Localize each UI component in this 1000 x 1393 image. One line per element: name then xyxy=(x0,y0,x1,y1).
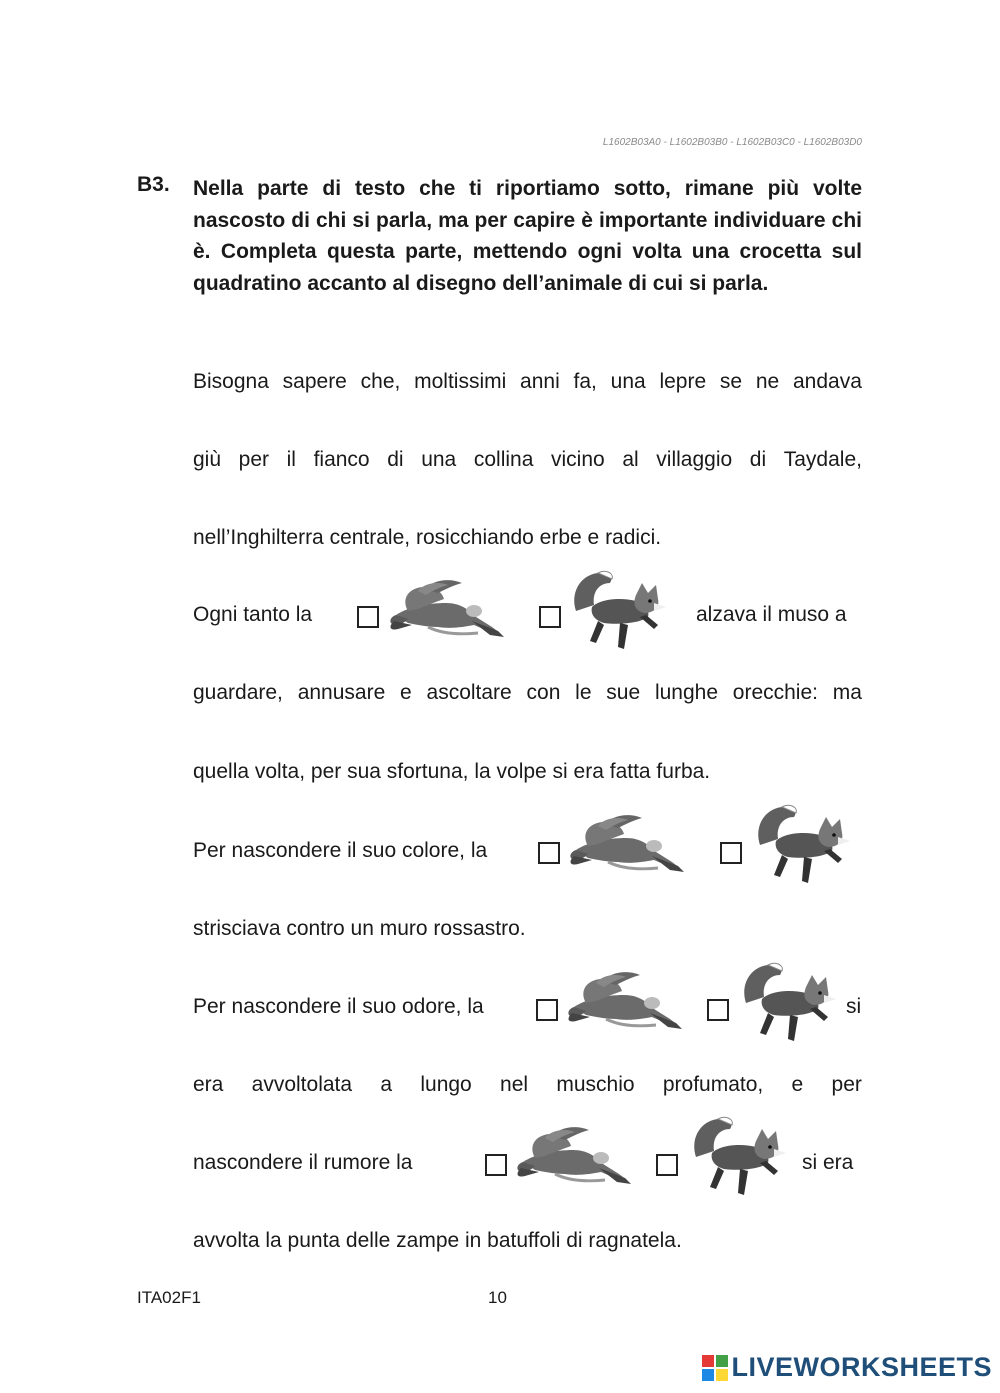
hare-icon xyxy=(388,575,504,641)
passage-line-6: quella volta, per sua sfortuna, la volpe si era fatta furba. xyxy=(193,760,711,783)
checkbox-fox-2[interactable] xyxy=(720,842,742,864)
passage-word: muschio xyxy=(556,1073,635,1096)
passage-word: ma xyxy=(832,681,862,704)
passage-word: vicino xyxy=(551,448,605,471)
passage-word: al xyxy=(622,448,639,471)
passage-word: collina xyxy=(473,448,534,471)
passage-word: nel xyxy=(500,1073,529,1096)
passage-word: fianco xyxy=(313,448,370,471)
passage-word: e xyxy=(400,681,412,704)
passage-word: giù xyxy=(193,448,222,471)
hare-icon xyxy=(566,967,682,1033)
header-code: L1602B03A0 - L1602B03B0 - L1602B03C0 - L1602B03D0 xyxy=(602,137,862,148)
checkbox-fox-4[interactable] xyxy=(656,1154,678,1176)
passage-word: moltissimi xyxy=(414,370,507,393)
passage-word: era xyxy=(193,1073,224,1096)
fox-icon xyxy=(740,958,838,1046)
checkbox-fox-3[interactable] xyxy=(707,999,729,1021)
passage-word: se xyxy=(719,370,743,393)
passage-word: sue xyxy=(606,681,641,704)
passage-word: lunghe xyxy=(654,681,718,704)
passage-word: Bisogna xyxy=(193,370,269,393)
passage-word: una xyxy=(421,448,457,471)
passage-word: sapere xyxy=(282,370,347,393)
passage-word: una xyxy=(610,370,646,393)
passage-line-10 xyxy=(193,1071,862,1099)
passage-line-2 xyxy=(193,446,862,474)
checkbox-hare-3[interactable] xyxy=(536,999,558,1021)
passage-word: avvoltolata xyxy=(251,1073,353,1096)
passage-word: il xyxy=(286,448,296,471)
passage-word: per xyxy=(238,448,269,471)
passage-word: ascoltare xyxy=(426,681,512,704)
passage-line-9-start: Per nascondere il suo odore, la xyxy=(193,995,484,1018)
checkbox-hare-1[interactable] xyxy=(357,606,379,628)
passage-word: anni xyxy=(520,370,560,393)
passage-word: di xyxy=(387,448,404,471)
passage-word: ne xyxy=(755,370,780,393)
brand-name: LIVEWORKSHEETS xyxy=(731,1352,992,1382)
checkbox-fox-1[interactable] xyxy=(539,606,561,628)
passage-line-9-end: si xyxy=(846,995,862,1018)
passage-line-3: nell’Inghilterra centrale, rosicchiando erbe e radici. xyxy=(193,526,662,549)
passage-line-7-start: Per nascondere il suo colore, la xyxy=(193,839,488,862)
liveworksheets-logo-icon xyxy=(702,1355,728,1381)
checkbox-hare-2[interactable] xyxy=(538,842,560,864)
passage-line-11-start: nascondere il rumore la xyxy=(193,1151,413,1174)
passage-word: andava xyxy=(793,370,862,393)
hare-icon xyxy=(568,810,684,876)
passage-word: orecchie: xyxy=(732,681,818,704)
passage-word: guardare, xyxy=(193,681,283,704)
page-number: 10 xyxy=(488,1288,507,1307)
checkbox-hare-4[interactable] xyxy=(485,1154,507,1176)
fox-icon xyxy=(690,1112,788,1200)
passage-word: fa, xyxy=(573,370,597,393)
fox-icon xyxy=(754,800,852,888)
passage-line-5 xyxy=(193,679,862,707)
passage-word: annusare xyxy=(297,681,386,704)
footer-code: ITA02F1 xyxy=(137,1288,201,1307)
passage-line-8: strisciava contro un muro rossastro. xyxy=(193,917,526,940)
hare-icon xyxy=(515,1122,631,1188)
passage-word: villaggio xyxy=(656,448,733,471)
passage-line-1 xyxy=(193,368,862,396)
passage-line-4-end: alzava il muso a xyxy=(696,603,847,626)
passage-line-4-start: Ogni tanto la xyxy=(193,603,313,626)
passage-line-12: avvolta la punta delle zampe in batuffoli di ragnatela. xyxy=(193,1229,682,1252)
question-number: B3. xyxy=(137,173,170,196)
passage-word: le xyxy=(575,681,592,704)
passage-word: lepre xyxy=(659,370,707,393)
passage-word: Taydale, xyxy=(783,448,862,471)
passage-word: e xyxy=(791,1073,804,1096)
passage-word: con xyxy=(526,681,561,704)
passage-line-11-end: si era xyxy=(802,1151,854,1174)
passage-word: per xyxy=(831,1073,862,1096)
fox-icon xyxy=(570,566,668,654)
passage-word: profumato, xyxy=(662,1073,764,1096)
passage-word: lungo xyxy=(420,1073,472,1096)
brand-logo[interactable] xyxy=(702,1352,992,1383)
passage-word: di xyxy=(749,448,767,471)
passage-word: a xyxy=(380,1073,393,1096)
passage-word: che, xyxy=(360,370,401,393)
question-text: Nella parte di testo che ti riportiamo sotto, rimane più volte nascosto di chi si parla, ma per capire è importante individuare chi è. Completa questa parte, mettendo ogni volta una crocetta sul quadratino accanto al disegno dell’animale di cui si parla. xyxy=(193,177,862,295)
